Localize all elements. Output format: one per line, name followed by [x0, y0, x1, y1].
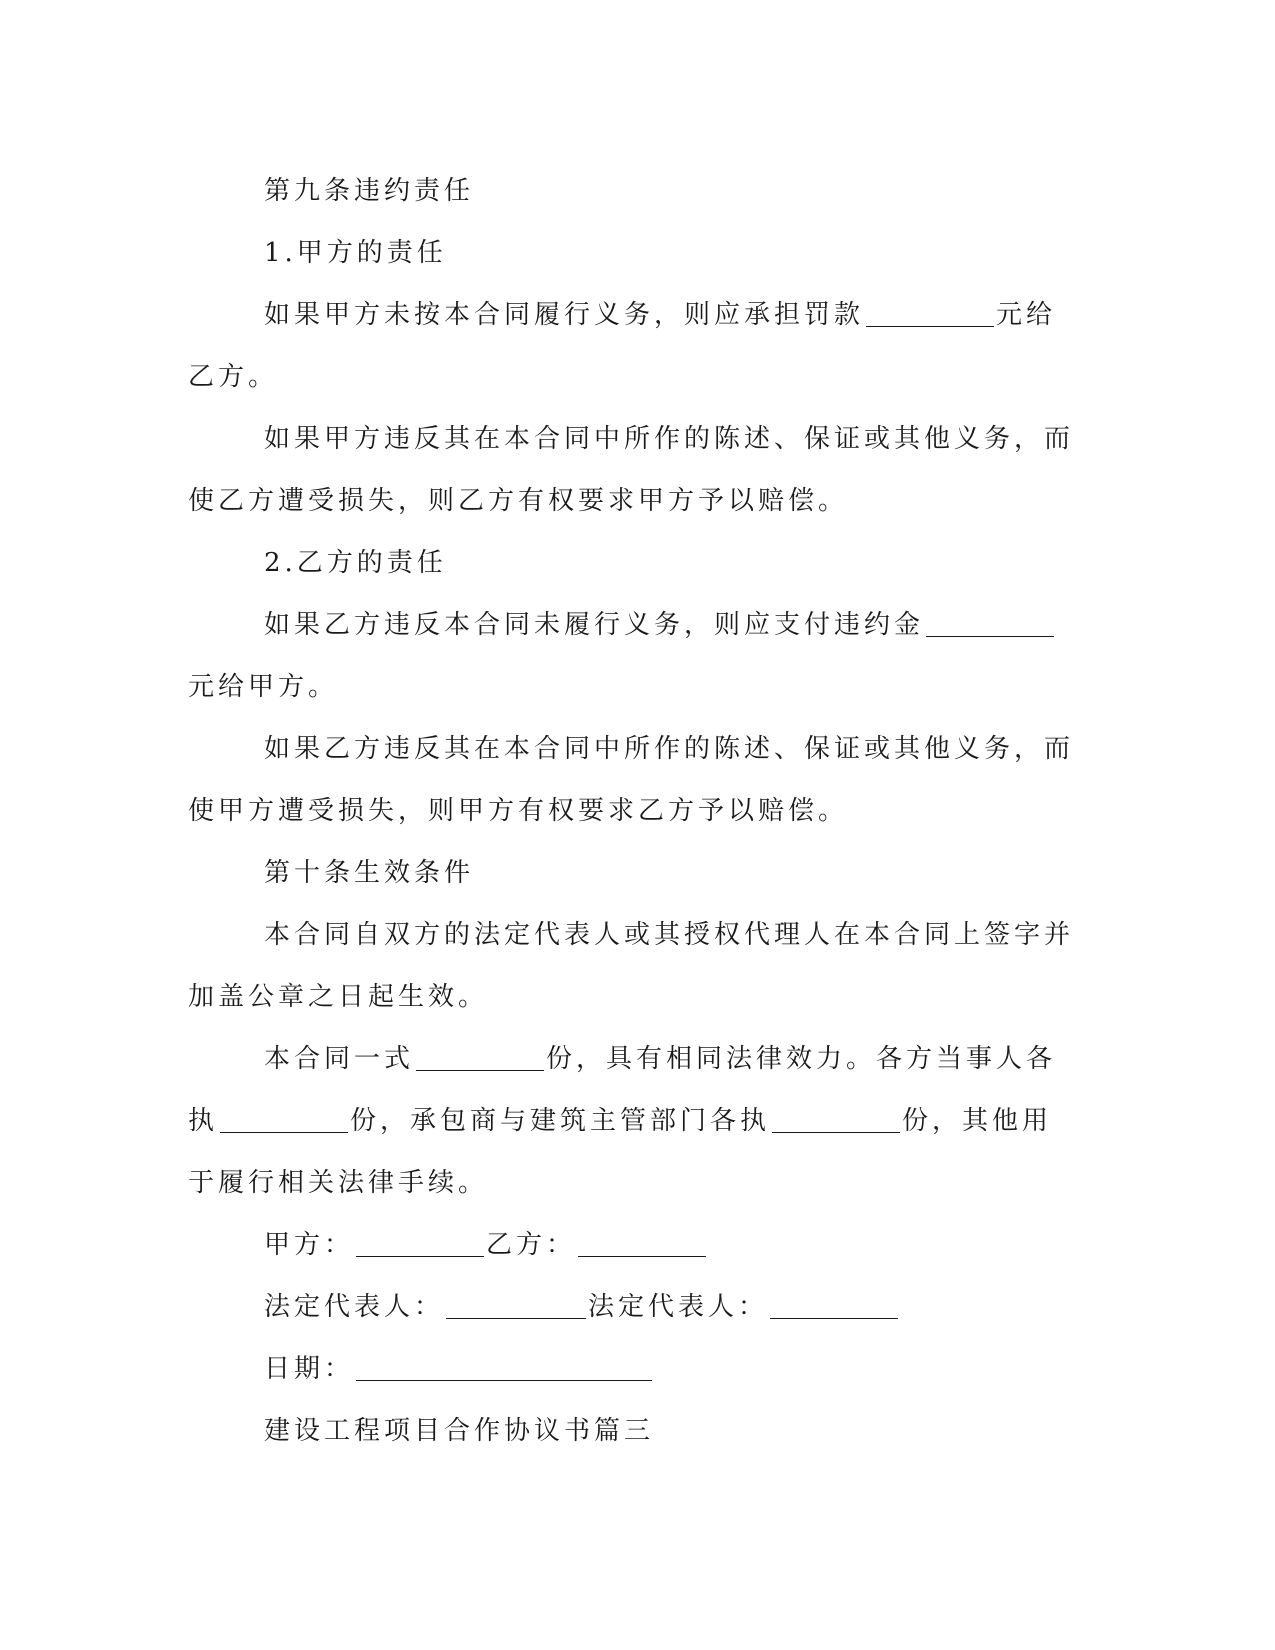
party-b-representative-blank[interactable] — [770, 1292, 898, 1319]
party-a-responsibility-heading: 1.甲方的责任 — [264, 238, 447, 268]
copies-paragraph: 本合同一式 份，具有相同法律效力。各方当事人各执 份，承包商与建筑主管部门各执 份，其他用于履行相关法律手续。 — [188, 1044, 1057, 1198]
next-section-title: 建设工程项目合作协议书篇三 — [264, 1416, 655, 1446]
penalty-amount-blank[interactable] — [866, 300, 994, 327]
party-a-signature-blank[interactable] — [356, 1230, 484, 1257]
date-blank[interactable] — [356, 1354, 652, 1381]
article-9-title: 第九条违约责任 — [264, 176, 475, 206]
article-10-title: 第十条生效条件 — [264, 858, 475, 888]
party-b-responsibility-heading: 2.乙方的责任 — [264, 548, 447, 578]
effective-condition-paragraph: 本合同自双方的法定代表人或其授权代理人在本合同上签字并加盖公章之日起生效。 — [188, 920, 1075, 1012]
signature-representatives-line: 法定代表人： 法定代表人： — [188, 1276, 1074, 1338]
party-b-signature-blank[interactable] — [578, 1230, 706, 1257]
signature-parties-line: 甲方： 乙方： — [188, 1214, 1074, 1276]
total-copies-blank[interactable] — [416, 1044, 544, 1071]
party-b-penalty-paragraph: 如果乙方违反本合同未履行义务，则应支付违约金元给甲方。 — [188, 594, 1074, 718]
authority-copies-blank[interactable] — [772, 1106, 900, 1133]
party-a-penalty-paragraph: 如果甲方未按本合同履行义务，则应承担罚款 元给乙方。 — [188, 300, 1057, 392]
party-a-representative-blank[interactable] — [446, 1292, 586, 1319]
liquidated-damages-blank[interactable] — [926, 610, 1054, 637]
signature-date-line: 日期： — [188, 1338, 1074, 1400]
party-b-compensation-paragraph: 如果乙方违反其在本合同中所作的陈述、保证或其他义务，而使甲方遭受损失，则甲方有权要求乙方予以赔偿。 — [188, 734, 1075, 826]
party-a-compensation-paragraph: 如果甲方违反其在本合同中所作的陈述、保证或其他义务，而使乙方遭受损失，则乙方有权要求甲方予以赔偿。 — [188, 424, 1075, 516]
party-copies-blank[interactable] — [220, 1106, 348, 1133]
document-body — [188, 160, 1074, 1462]
